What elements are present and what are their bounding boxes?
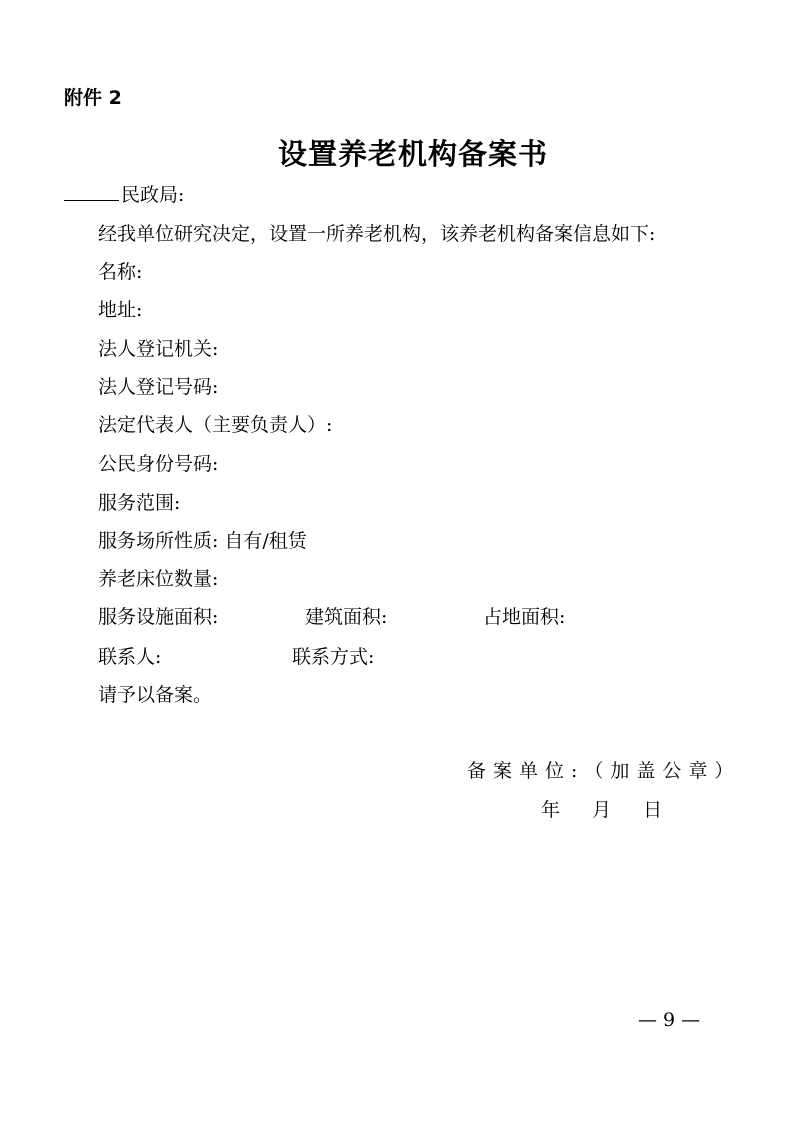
field-registration-number: 法人登记号码: <box>98 376 219 398</box>
field-contact-person: 联系人: <box>98 646 162 668</box>
filing-unit-signature: 备案单位:（加盖公章） <box>467 760 741 782</box>
signature-date: 年 月 日 <box>541 799 663 821</box>
premises-nature-value: 自有/租赁 <box>224 530 307 552</box>
field-contact-method: 联系方式: <box>292 646 375 668</box>
closing-line: 请予以备案。 <box>98 684 213 706</box>
addressee-suffix: 民政局: <box>121 184 185 206</box>
field-bed-count: 养老床位数量: <box>98 568 219 590</box>
field-registration-authority: 法人登记机关: <box>98 338 219 360</box>
intro-paragraph: 经我单位研究决定，设置一所养老机构，该养老机构备案信息如下: <box>98 223 656 245</box>
field-land-area: 占地面积: <box>483 606 566 628</box>
premises-nature-label: 服务场所性质: <box>98 530 219 552</box>
field-building-area: 建筑面积: <box>305 606 388 628</box>
page-number: — 9 — <box>638 1009 701 1031</box>
addressee-line <box>64 182 184 208</box>
attachment-label: 附件 2 <box>64 87 122 109</box>
field-premises-nature <box>98 528 307 554</box>
field-facility-area: 服务设施面积: <box>98 606 219 628</box>
field-service-scope: 服务范围: <box>98 492 181 514</box>
document-title: 设置养老机构备案书 <box>277 137 548 171</box>
field-legal-representative: 法定代表人（主要负责人）: <box>98 414 333 436</box>
field-name: 名称: <box>98 261 143 283</box>
field-citizen-id: 公民身份号码: <box>98 453 219 475</box>
addressee-blank <box>64 199 119 201</box>
field-address: 地址: <box>98 299 143 321</box>
